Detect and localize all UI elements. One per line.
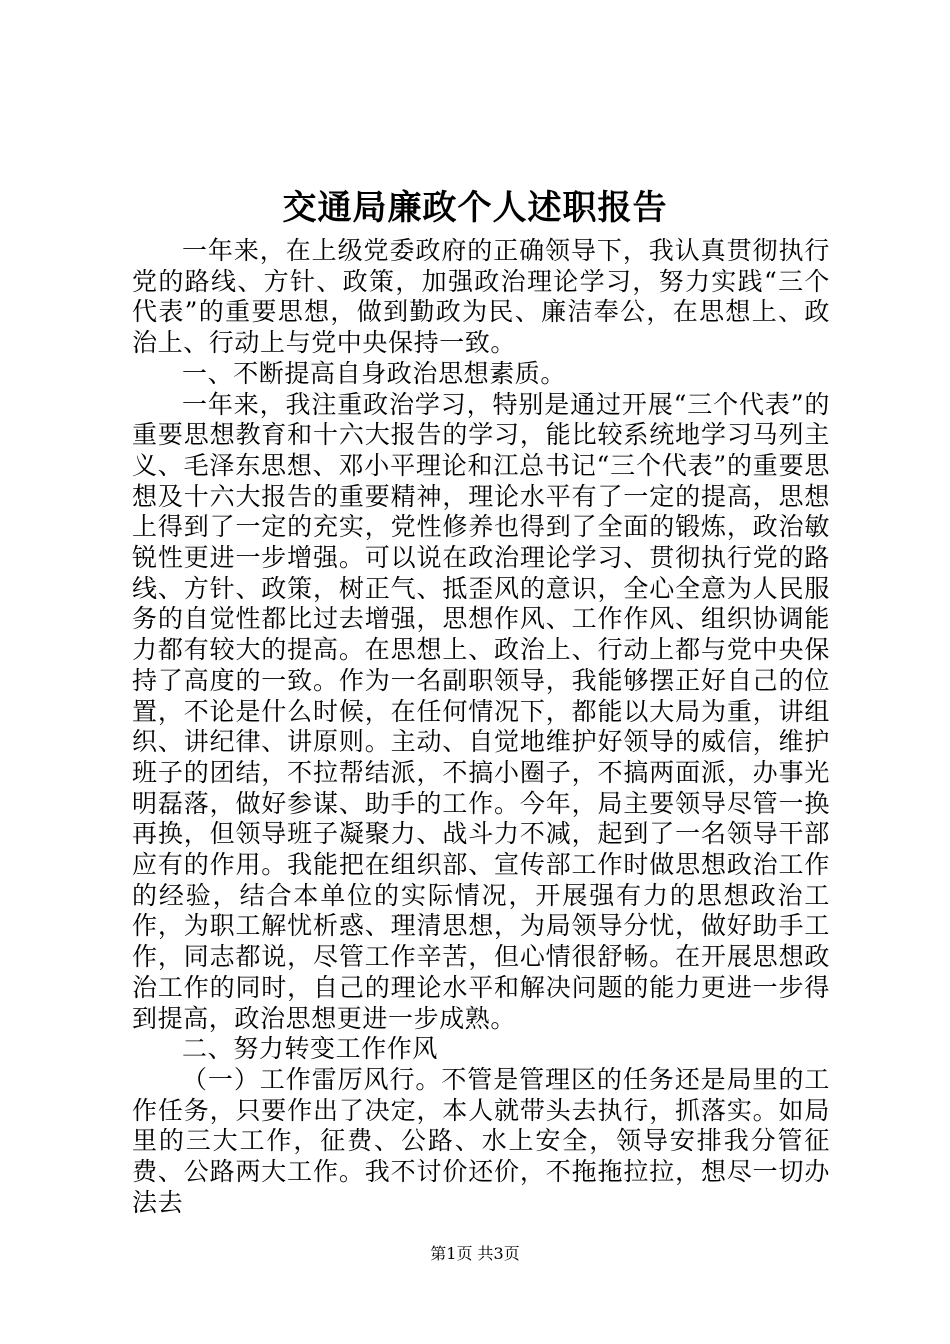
document-body: [132, 236, 830, 1219]
page-footer: 第1页 共3页: [430, 1244, 520, 1263]
section-heading-1: 一、不断提高自身政治思想素质。: [182, 358, 567, 388]
paragraph-intro: 一年来，在上级党委政府的正确领导下，我认真贯彻执行党的路线、方针、政策，加强政治理论学习，努力实践“三个代表”的重要思想，做到勤政为民、廉洁奉公，在思想上、政治上、行动上与党中央保持一致。: [132, 236, 830, 358]
paragraph-section-1: 一年来，我注重政治学习，特别是通过开展“三个代表”的重要思想教育和十六大报告的学习，能比较系统地学习马列主义、毛泽东思想、邓小平理论和江总书记“三个代表”的重要思想及十六大报告的重要精神，理论水平有了一定的提高，思想上得到了一定的充实，党性修养也得到了全面的锻炼，政治敏锐性更进一步增强。可以说在政治理论学习、贯彻执行党的路线、方针、政策，树正气、抵歪风的意识，全心全意为人民服务的自觉性都比过去增强，思想作风、工作作风、组织协调能力都有较大的提高。在思想上、政治上、行动上都与党中央保持了高度的一致。作为一名副职领导，我能够摆正好自己的位置，不论是什么时候，在任何情况下，都能以大局为重，讲组织、讲纪律、讲原则。主动、自觉地维护好领导的威信，维护班子的团结，不拉帮结派，不搞小圈子，不搞两面派，办事光明磊落，做好参谋、助手的工作。今年，局主要领导尽管一换再换，但领导班子凝聚力、战斗力不减，起到了一名领导干部应有的作用。我能把在组织部、宣传部工作时做思想政治工作的经验，结合本单位的实际情况，开展强有力的思想政治工作，为职工解忧析惑、理清思想，为局领导分忧，做好助手工作，同志都说，尽管工作辛苦，但心情很舒畅。在开展思想政治工作的同时，自己的理论水平和解决问题的能力更进一步得到提高，政治思想更进一步成熟。: [132, 389, 830, 1033]
document-title: 交通局廉政个人述职报告: [282, 188, 668, 228]
paragraph-section-2-item-1: （一）工作雷厉风行。不管是管理区的任务还是局里的工作任务，只要作出了决定，本人就带头去执行，抓落实。如局里的三大工作，征费、公路、水上安全，领导安排我分管征费、公路两大工作。我不讨价还价，不拖拖拉拉，想尽一切办法去: [132, 1064, 830, 1217]
section-heading-2: 二、努力转变工作作风: [182, 1034, 439, 1064]
